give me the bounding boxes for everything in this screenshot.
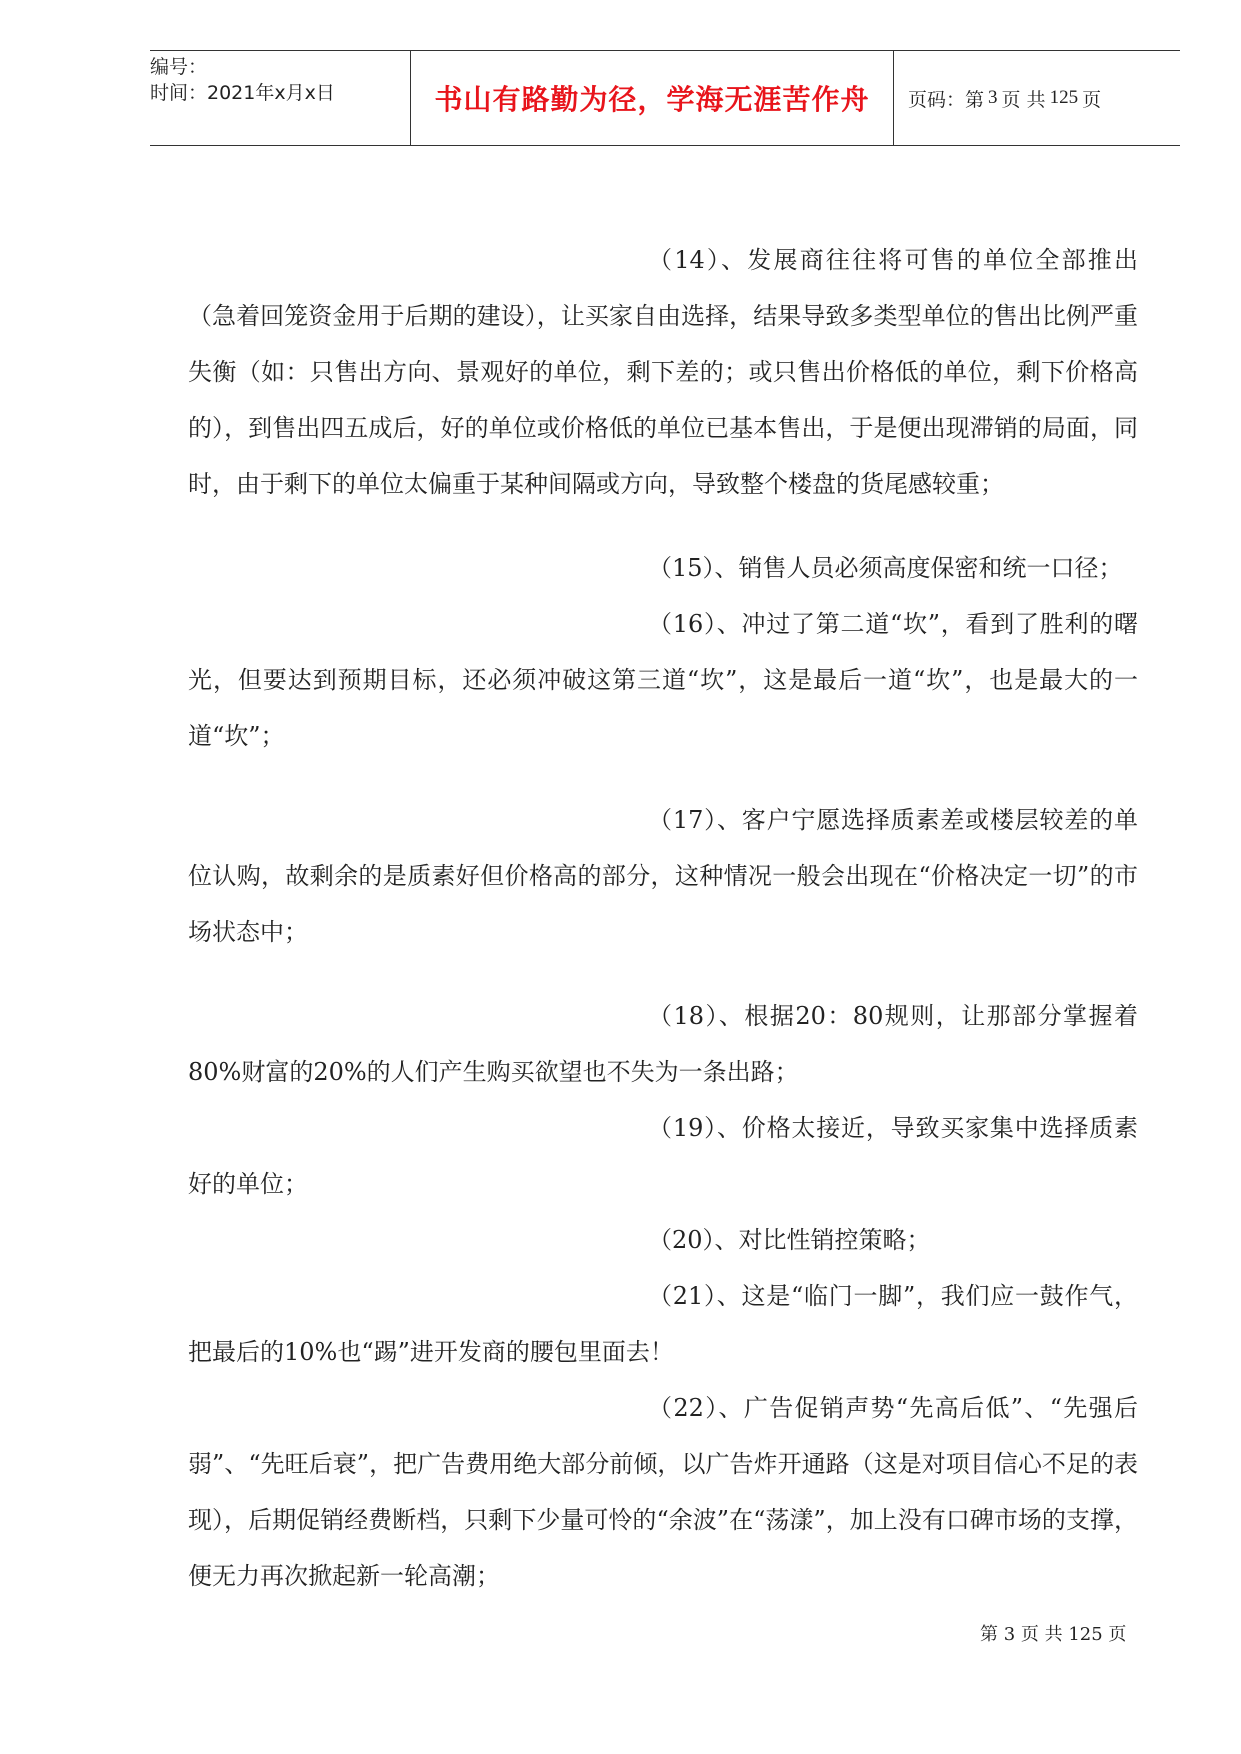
page-current: 3: [988, 87, 998, 108]
number-label: 编号：: [150, 56, 208, 78]
header-motto-cell: [410, 51, 894, 145]
paragraph-22: （22）、广告促销声势“先高后低”、“先强后弱”、“先旺后衰”，把广告费用绝大部分前倾，以广告炸开通路（这是对项目信心不足的表现），后期促销经费断档，只剩下少量可怜的“余波”在“荡漾”，加上没有口碑市场的支撑，便无力再次掀起新一轮高潮；: [188, 1394, 1138, 1590]
page-total: 125: [1049, 87, 1079, 108]
paragraph-20: （20）、对比性销控策略；: [648, 1226, 931, 1254]
document-body: [188, 232, 1138, 1604]
paragraph-18: （18）、根据20：80规则，让那部分掌握着80%财富的20%的人们产生购买欲望也不失为一条出路；: [188, 1002, 1138, 1086]
page-prefix: 页码：第: [908, 88, 985, 111]
paragraph-15: （15）、销售人员必须高度保密和统一口径；: [648, 554, 1123, 582]
paragraph-16: （16）、冲过了第二道“坎”，看到了胜利的曙光，但要达到预期目标，还必须冲破这第三道“坎”，这是最后一道“坎”，也是最大的一道“坎”；: [188, 610, 1138, 750]
page-header: [150, 50, 1180, 146]
page-mid: 页 共: [1001, 88, 1046, 111]
paragraph-14: （14）、发展商往往将可售的单位全部推出（急着回笼资金用于后期的建设），让买家自由选择，结果导致多类型单位的售出比例严重失衡（如：只售出方向、景观好的单位，剩下差的；或只售出价格低的单位，剩下价格高的），到售出四五成后，好的单位或价格低的单位已基本售出，于是便出现滞销的局面，同时，由于剩下的单位太偏重于某种间隔或方向，导致整个楼盘的货尾感较重；: [188, 246, 1138, 498]
paragraph-19: （19）、价格太接近，导致买家集中选择质素好的单位；: [188, 1114, 1138, 1198]
time-label: 时间：2021年x月x日: [150, 82, 335, 104]
page-suffix: 页: [1082, 88, 1102, 111]
page-counter: [894, 51, 1180, 145]
paragraph-17: （17）、客户宁愿选择质素差或楼层较差的单位认购，故剩余的是质素好但价格高的部分，这种情况一般会出现在“价格决定一切”的市场状态中；: [188, 806, 1138, 946]
header-meta: [150, 51, 410, 145]
motto: 书山有路勤为径，学海无涯苦作舟: [434, 83, 870, 116]
page-footer: 第 3 页 共 125 页: [980, 1624, 1127, 1645]
paragraph-21: （21）、这是“临门一脚”，我们应一鼓作气，把最后的10%也“踢”进开发商的腰包里面去！: [188, 1282, 1138, 1366]
